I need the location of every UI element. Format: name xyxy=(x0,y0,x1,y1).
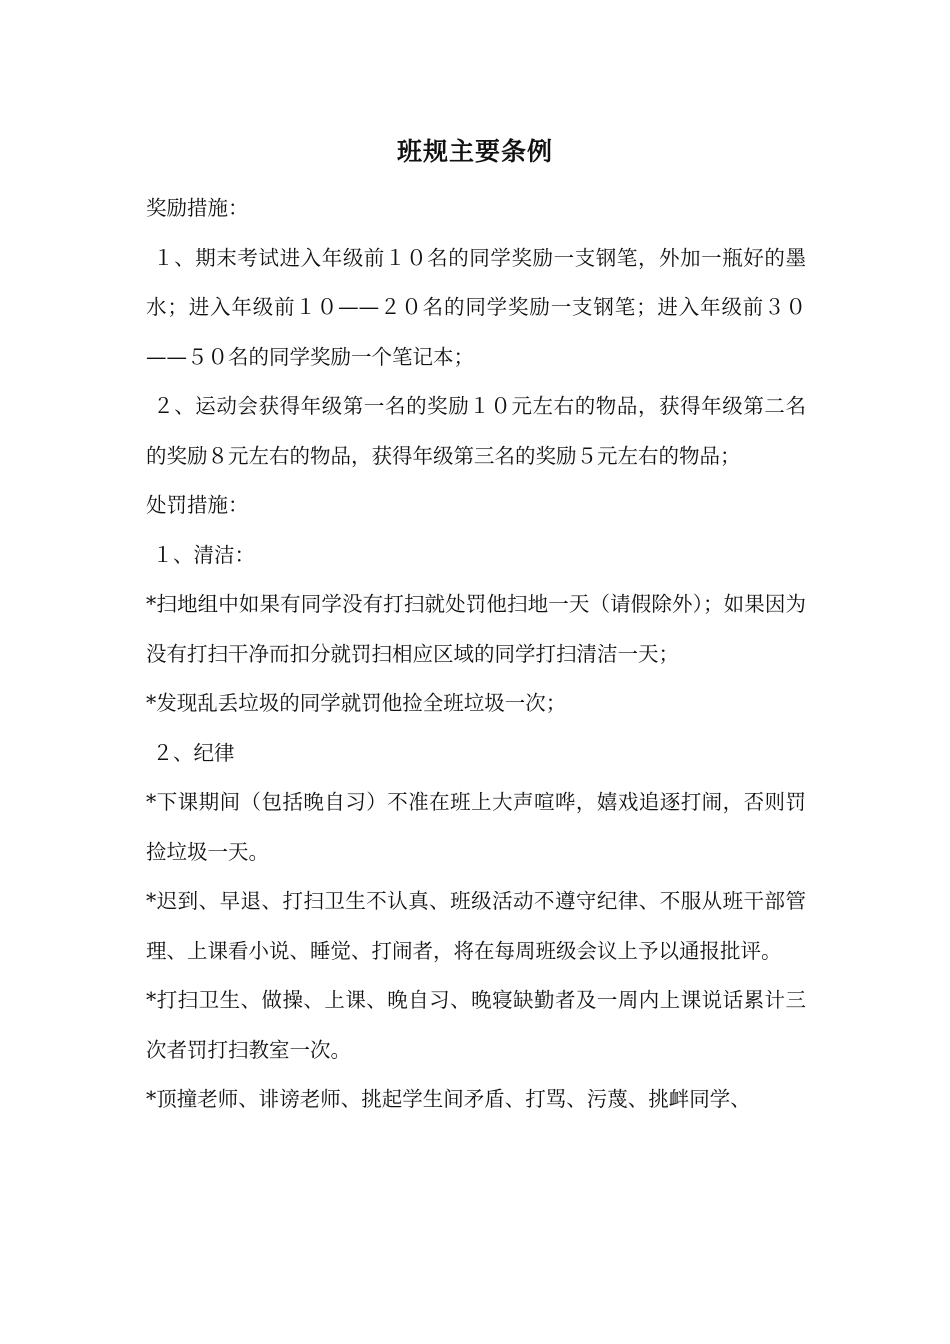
penalty-subheading-cleaning: １、清洁： xyxy=(146,542,256,567)
penalty-rule: *发现乱丢垃圾的同学就罚他捡全班垃圾一次； xyxy=(146,691,567,715)
penalty-subheading-discipline: ２、纪律 xyxy=(146,740,235,765)
document-title: 班规主要条例 xyxy=(396,137,553,166)
reward-item-2: ２、运动会获得年级第一名的奖励１０元左右的物品，获得年级第二名的奖励８元左右的物品，获得年级第三名的奖励５元左右的物品； xyxy=(146,394,806,468)
penalty-rule: *打扫卫生、做操、上课、晚自习、晚寝缺勤者及一周内上课说话累计三次者罚打扫教室一次。 xyxy=(146,988,806,1062)
penalty-rule: *扫地组中如果有同学没有打扫就处罚他扫地一天（请假除外）；如果因为没有打扫干净而扣分就罚扫相应区域的同学打扫清洁一天； xyxy=(146,592,806,666)
reward-item-1: １、期末考试进入年级前１０名的同学奖励一支钢笔，外加一瓶好的墨水；进入年级前１０——２０名的同学奖励一支钢笔；进入年级前３０——５０名的同学奖励一个笔记本； xyxy=(146,245,806,369)
penalty-rule: *顶撞老师、诽谤老师、挑起学生间矛盾、打骂、污蔑、挑衅同学、 xyxy=(146,1087,751,1111)
section-heading-rewards: 奖励措施： xyxy=(146,196,249,220)
penalty-rule: *迟到、早退、打扫卫生不认真、班级活动不遵守纪律、不服从班干部管理、上课看小说、睡觉、打闹者，将在每周班级会议上予以通报批评。 xyxy=(146,889,806,963)
section-heading-penalties: 处罚措施： xyxy=(146,493,249,517)
document-body xyxy=(146,184,806,1125)
penalty-rule: *下课期间（包括晚自习）不准在班上大声喧哗，嬉戏追逐打闹，否则罚捡垃圾一天。 xyxy=(146,790,806,864)
